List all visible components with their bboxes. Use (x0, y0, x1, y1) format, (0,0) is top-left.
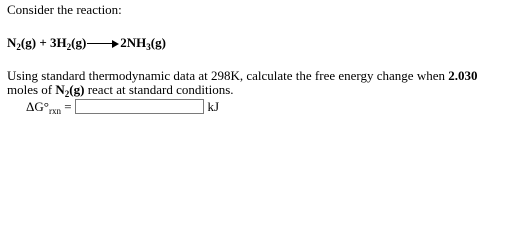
answer-input[interactable] (75, 99, 204, 114)
delta-g-label: $\Delta G^\circ_{rxn}$ = (26, 99, 72, 116)
question-line-2: moles of $N_2(g)$ react at standard conditions. (7, 82, 234, 99)
unit-label: kJ (207, 99, 220, 114)
reactant-h2: $3H_2(g)$ (49, 35, 87, 52)
product-nh3: $2NH_3(g)$ (120, 35, 166, 52)
moles-amount: 2.030 (448, 68, 478, 83)
question-line-1: Using standard thermodynamic data at 298K, calculate the free energy change when 2.030 (7, 68, 478, 83)
reaction-arrow-icon (87, 39, 119, 49)
species-n2: $N_2(g)$ (55, 82, 85, 99)
intro-text: Consider the reaction: (7, 2, 122, 17)
reaction-equation (7, 35, 166, 50)
answer-row (26, 99, 219, 114)
plus-sign: + (36, 35, 50, 50)
reactant-n2: $N_2(g)$ (7, 35, 37, 52)
